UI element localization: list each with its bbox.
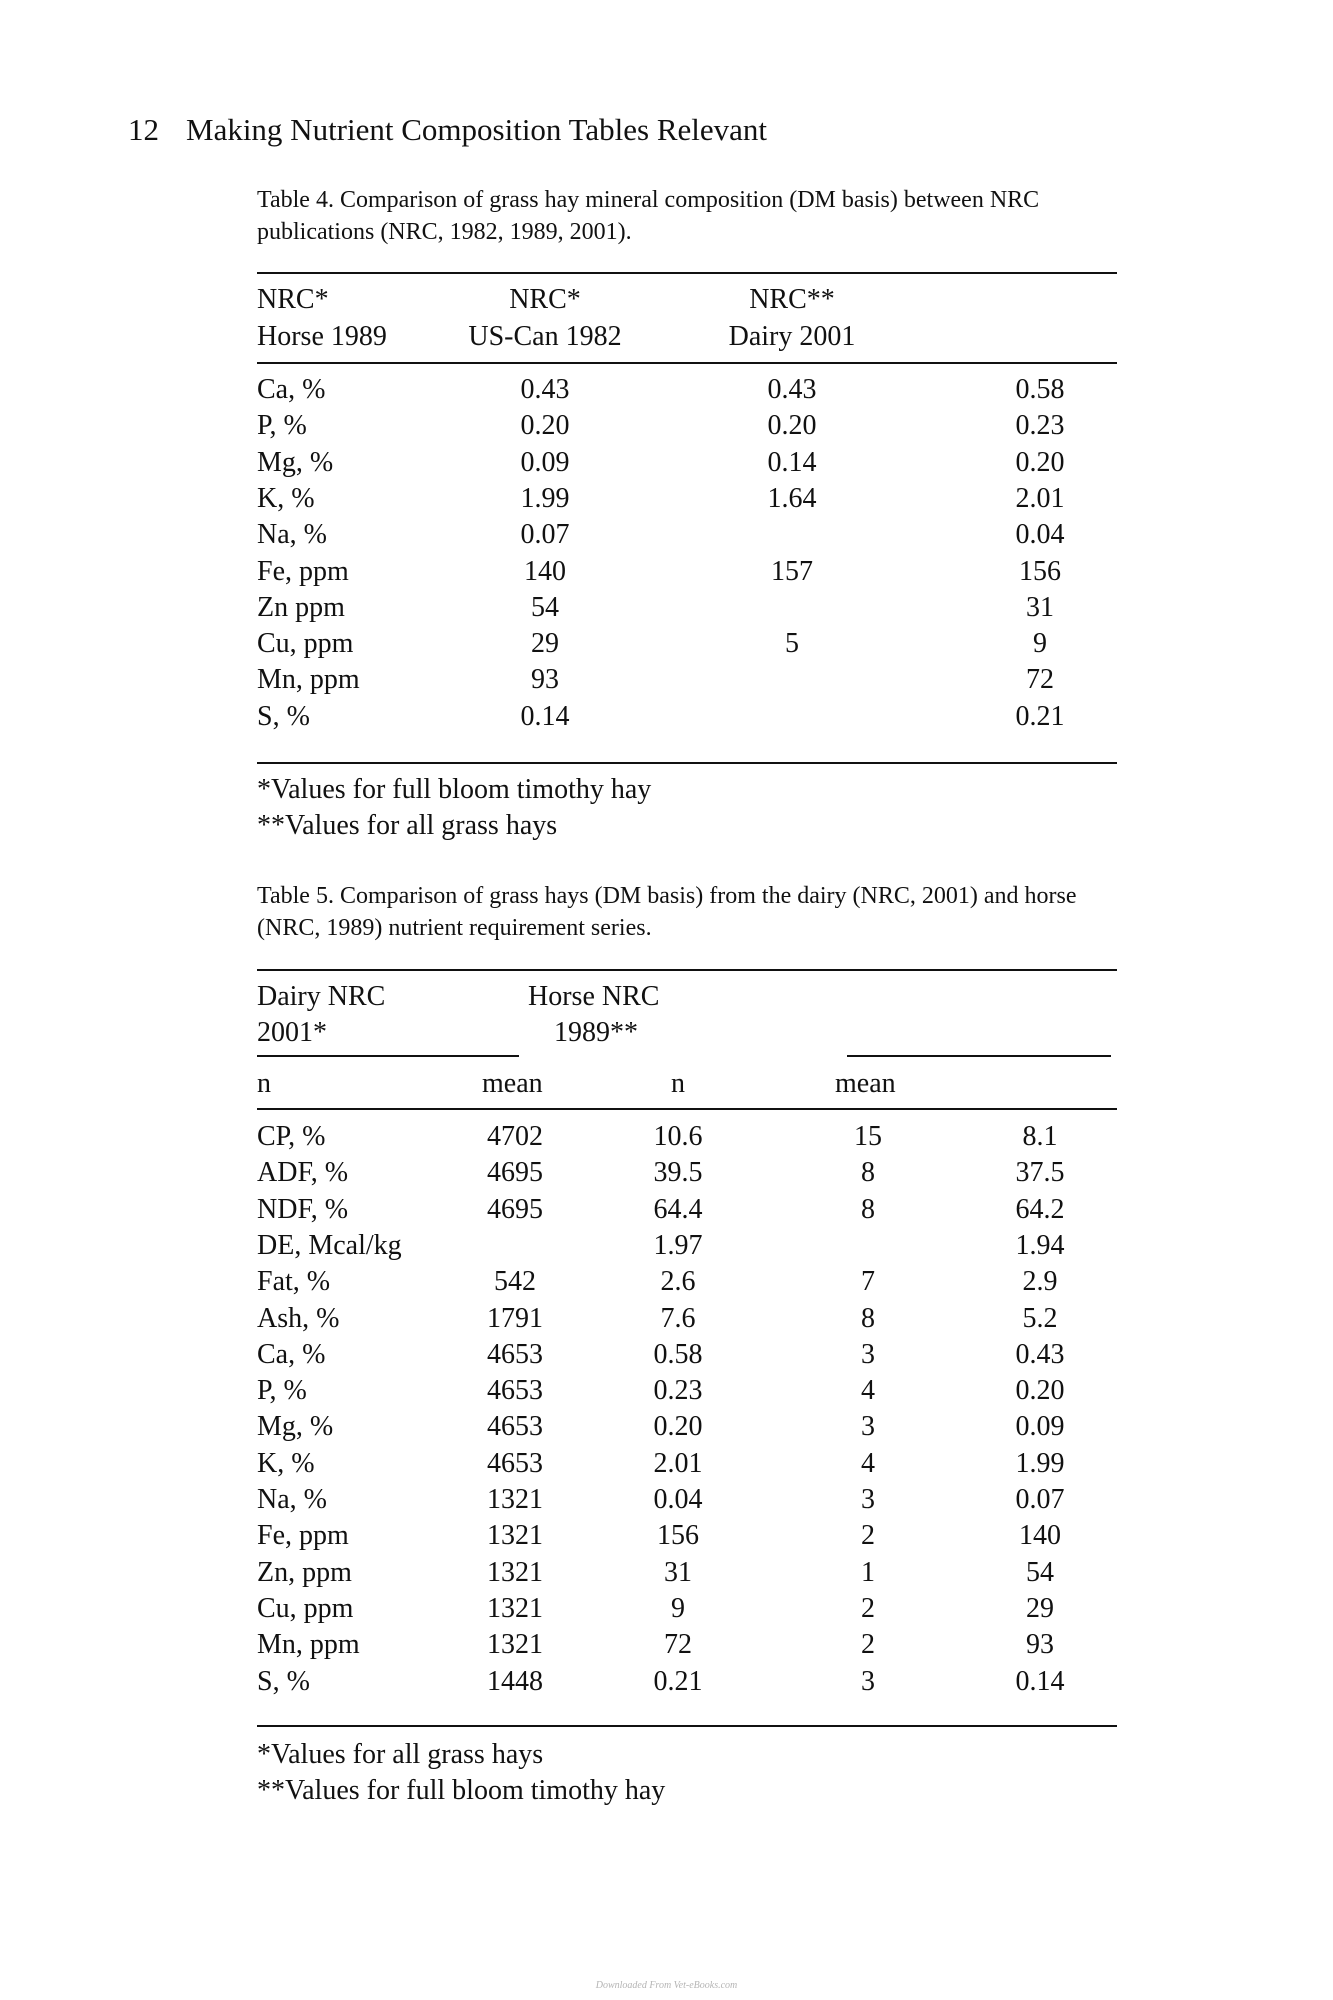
table4-row-label: Mg, % bbox=[257, 446, 334, 478]
table5-group-header-line1: Horse NRC bbox=[528, 981, 660, 1012]
table4-cell: 2.01 bbox=[1015, 482, 1065, 514]
table4-caption: Table 4. Comparison of grass hay mineral composition (DM basis) between NRC publications (NRC, 1982, 1989, 2001). bbox=[257, 187, 1040, 245]
table5-cell: 64.4 bbox=[653, 1193, 703, 1225]
table5-cell: 0.58 bbox=[653, 1338, 703, 1370]
table4-header-line1: NRC* bbox=[509, 284, 581, 315]
table5-row-label: Ca, % bbox=[257, 1338, 326, 1370]
table4-row-label: Na, % bbox=[257, 519, 327, 551]
table4-row-label: S, % bbox=[257, 700, 310, 732]
table5-cell: 2 bbox=[861, 1629, 875, 1661]
table5-cell: 2.01 bbox=[653, 1447, 703, 1479]
table5-group-rule-dairy bbox=[257, 1055, 519, 1057]
table5-cell: 93 bbox=[1026, 1629, 1054, 1661]
table4-cell: 31 bbox=[1026, 591, 1054, 623]
table5-caption: Table 5. Comparison of grass hays (DM basis) from the dairy (NRC, 2001) and horse (NRC, 1989) nutrient requirement series. bbox=[257, 883, 1077, 941]
table4-cell: 140 bbox=[524, 555, 566, 587]
table5-row-label: Zn, ppm bbox=[257, 1556, 352, 1588]
table5-cell: 31 bbox=[664, 1556, 692, 1588]
table4-row-label: Fe, ppm bbox=[257, 555, 349, 587]
table5-row-label: Ash, % bbox=[257, 1302, 340, 1334]
table5-row-label: Na, % bbox=[257, 1484, 327, 1515]
table5-cell: 4695 bbox=[487, 1193, 543, 1225]
table5-cell: 5.2 bbox=[1022, 1302, 1058, 1334]
table5-cell: 2.9 bbox=[1022, 1266, 1058, 1298]
table5-cell: 4653 bbox=[487, 1375, 543, 1407]
table5-cell: 1448 bbox=[487, 1665, 543, 1697]
table5-group-header-line2: 2001* bbox=[257, 1017, 327, 1048]
table4-cell: 0.23 bbox=[1015, 410, 1065, 442]
table4-cell: 157 bbox=[771, 555, 813, 587]
table4-cell: 29 bbox=[531, 628, 559, 660]
table5-cell: 54 bbox=[1026, 1556, 1054, 1588]
table4-header-line2: Dairy 2001 bbox=[728, 321, 856, 352]
table5-header-rule bbox=[257, 1108, 1117, 1110]
table5-subheader-cell: mean bbox=[482, 1068, 543, 1099]
table4-top-rule bbox=[257, 272, 1117, 274]
table5-cell: 1 bbox=[861, 1556, 875, 1588]
table5-cell: 0.20 bbox=[1015, 1375, 1065, 1407]
table4-cell: 0.20 bbox=[767, 410, 817, 442]
table4-cell: 0.21 bbox=[1015, 700, 1065, 732]
table4-cell: 156 bbox=[1019, 555, 1061, 587]
table5-cell: 0.09 bbox=[1015, 1411, 1065, 1443]
table5-cell: 1321 bbox=[487, 1592, 543, 1624]
table4-cell: 72 bbox=[1026, 664, 1054, 696]
table5-cell: 37.5 bbox=[1015, 1157, 1065, 1189]
table5-row-label: Fe, ppm bbox=[257, 1520, 349, 1552]
table4-cell: 93 bbox=[531, 664, 559, 696]
table5-cell: 1321 bbox=[487, 1629, 543, 1661]
table5-cell: 3 bbox=[861, 1665, 875, 1697]
table5-cell: 10.6 bbox=[653, 1121, 703, 1152]
table4-header-line1: NRC* bbox=[257, 284, 329, 315]
table5-bottom-rule bbox=[257, 1725, 1117, 1727]
table4-header-line1: NRC** bbox=[749, 284, 835, 315]
table5-cell: 1321 bbox=[487, 1520, 543, 1552]
table5-row-label: S, % bbox=[257, 1665, 310, 1697]
table5-row-label: DE, Mcal/kg bbox=[257, 1229, 402, 1261]
table5-cell: 8 bbox=[861, 1193, 875, 1225]
table5-cell: 156 bbox=[657, 1520, 699, 1552]
running-title: Making Nutrient Composition Tables Relevant bbox=[186, 112, 768, 147]
table5-cell: 64.2 bbox=[1015, 1193, 1065, 1225]
table4-cell: 0.04 bbox=[1015, 519, 1065, 551]
table4-header-line2: US-Can 1982 bbox=[468, 321, 622, 352]
table4-cell: 0.43 bbox=[520, 374, 570, 405]
table5-cell: 1791 bbox=[487, 1302, 543, 1334]
table5-cell: 3 bbox=[861, 1338, 875, 1370]
table4-row-label: Ca, % bbox=[257, 374, 326, 405]
table5-cell: 1.99 bbox=[1015, 1447, 1065, 1479]
table5-row-label: K, % bbox=[257, 1447, 315, 1479]
table5-cell: 2 bbox=[861, 1592, 875, 1624]
table5-row-label: Fat, % bbox=[257, 1266, 331, 1298]
table4-cell: 54 bbox=[531, 591, 559, 623]
table5-cell: 15 bbox=[854, 1121, 882, 1152]
table5-cell: 9 bbox=[671, 1592, 685, 1624]
table5-cell: 0.20 bbox=[653, 1411, 703, 1443]
table5-row-label: NDF, % bbox=[257, 1193, 349, 1225]
table4-footnote-2: **Values for all grass hays bbox=[257, 810, 558, 841]
table5-group-header-line2: 1989** bbox=[554, 1017, 638, 1048]
table4-cell: 1.99 bbox=[520, 482, 570, 514]
table5-group-rule-horse bbox=[847, 1055, 1111, 1057]
table4-cell: 0.20 bbox=[1015, 446, 1065, 478]
table5-subheader-cell: n bbox=[671, 1068, 685, 1099]
table5-row-label: ADF, % bbox=[257, 1157, 349, 1189]
table5-row-label: P, % bbox=[257, 1375, 307, 1407]
watermark: Downloaded From Vet-eBooks.com bbox=[595, 1980, 738, 1991]
table5-cell: 8.1 bbox=[1022, 1121, 1058, 1152]
table4-header-rule bbox=[257, 362, 1117, 364]
table5-footnote-2: **Values for full bloom timothy hay bbox=[257, 1775, 666, 1806]
table5-cell: 0.23 bbox=[653, 1375, 703, 1407]
table5-row-label: Cu, ppm bbox=[257, 1592, 354, 1624]
table4-row-label: Mn, ppm bbox=[257, 664, 360, 696]
page-number: 12 bbox=[128, 112, 159, 147]
table4-cell: 0.07 bbox=[520, 519, 570, 551]
table5-cell: 7 bbox=[861, 1266, 875, 1298]
table5-cell: 72 bbox=[664, 1629, 692, 1661]
table5-subheader-cell: n bbox=[257, 1068, 271, 1099]
table5-cell: 0.04 bbox=[653, 1484, 703, 1515]
table5-cell: 542 bbox=[494, 1266, 536, 1298]
table4-cell: 0.14 bbox=[520, 700, 570, 732]
table4-cell: 9 bbox=[1033, 628, 1047, 660]
table5-cell: 1.97 bbox=[653, 1229, 703, 1261]
table5-cell: 0.21 bbox=[653, 1665, 703, 1697]
table5-row-label: Mn, ppm bbox=[257, 1629, 360, 1661]
table5-cell: 3 bbox=[861, 1484, 875, 1515]
table5-cell: 39.5 bbox=[653, 1157, 703, 1189]
table5-cell: 4653 bbox=[487, 1338, 543, 1370]
table5-top-rule bbox=[257, 969, 1117, 971]
table5-cell: 2 bbox=[861, 1520, 875, 1552]
table5-cell: 4 bbox=[861, 1447, 875, 1479]
table5-row-label: Mg, % bbox=[257, 1411, 334, 1443]
table5-subheader-cell: mean bbox=[835, 1068, 896, 1099]
table5-footnote-1: *Values for all grass hays bbox=[257, 1739, 544, 1770]
table5-cell: 0.14 bbox=[1015, 1665, 1065, 1697]
table4-row-label: Cu, ppm bbox=[257, 628, 354, 660]
table5-cell: 140 bbox=[1019, 1520, 1061, 1552]
table5-cell: 3 bbox=[861, 1411, 875, 1443]
table5-cell: 8 bbox=[861, 1157, 875, 1189]
table4-cell: 1.64 bbox=[767, 482, 817, 514]
table5-cell: 8 bbox=[861, 1302, 875, 1334]
table4-cell: 0.20 bbox=[520, 410, 570, 442]
table4-row-label: P, % bbox=[257, 410, 307, 442]
table5-cell: 1321 bbox=[487, 1556, 543, 1588]
table4-footnote-1: *Values for full bloom timothy hay bbox=[257, 774, 652, 805]
table5-row-label: CP, % bbox=[257, 1121, 326, 1152]
table5-cell: 1321 bbox=[487, 1484, 543, 1515]
table5-cell: 4 bbox=[861, 1375, 875, 1407]
table4-row-label: K, % bbox=[257, 482, 315, 514]
table4-bottom-rule bbox=[257, 762, 1117, 764]
table4-header-line2: Horse 1989 bbox=[257, 321, 387, 352]
table5-cell: 7.6 bbox=[660, 1302, 696, 1334]
table4-row-label: Zn ppm bbox=[257, 591, 345, 623]
table5-cell: 4653 bbox=[487, 1411, 543, 1443]
table5-cell: 4702 bbox=[487, 1121, 543, 1152]
table4-cell: 0.09 bbox=[520, 446, 570, 478]
table5-cell: 4653 bbox=[487, 1447, 543, 1479]
table5-cell: 0.07 bbox=[1015, 1484, 1065, 1515]
table5-cell: 4695 bbox=[487, 1157, 543, 1189]
table5-cell: 29 bbox=[1026, 1592, 1054, 1624]
table4-cell: 0.14 bbox=[767, 446, 817, 478]
table5-cell: 2.6 bbox=[660, 1266, 696, 1298]
table4-cell: 0.58 bbox=[1015, 374, 1065, 405]
table5-cell: 0.43 bbox=[1015, 1338, 1065, 1370]
table5-cell: 1.94 bbox=[1015, 1229, 1065, 1261]
table5-group-header-line1: Dairy NRC bbox=[257, 981, 386, 1012]
table4-cell: 0.43 bbox=[767, 374, 817, 405]
page-header bbox=[128, 112, 767, 148]
table4-cell: 5 bbox=[785, 628, 799, 660]
